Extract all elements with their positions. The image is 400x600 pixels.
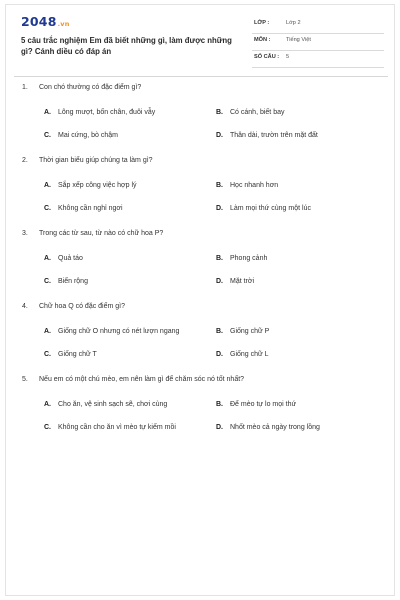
worksheet-page bbox=[5, 4, 395, 596]
question-number: 3. bbox=[22, 230, 28, 237]
option-b[interactable] bbox=[216, 400, 386, 409]
option-b[interactable] bbox=[216, 254, 386, 263]
question-list bbox=[6, 83, 394, 448]
option-a[interactable] bbox=[44, 254, 214, 263]
option-letter: C. bbox=[44, 278, 51, 285]
header-divider bbox=[14, 76, 388, 77]
question-text: Thời gian biểu giúp chúng ta làm gì? bbox=[39, 157, 153, 164]
question-number: 2. bbox=[22, 157, 28, 164]
option-letter: D. bbox=[216, 424, 223, 431]
option-d[interactable] bbox=[216, 131, 386, 140]
option-letter: B. bbox=[216, 182, 223, 189]
option-text: Không cần nghỉ ngơi bbox=[58, 205, 123, 212]
option-c[interactable] bbox=[44, 277, 214, 286]
option-text: Biển rộng bbox=[58, 278, 88, 285]
option-letter: C. bbox=[44, 351, 51, 358]
option-text: Sắp xếp công việc hợp lý bbox=[58, 182, 137, 189]
worksheet-title: 5 câu trắc nghiệm Em đã biết những gì, làm được những gì? Cánh diều có đáp án bbox=[21, 36, 232, 56]
option-text: Quả táo bbox=[58, 255, 83, 262]
option-text: Nhốt mèo cả ngày trong lồng bbox=[230, 424, 320, 431]
question-2 bbox=[6, 156, 394, 229]
question-text: Nếu em có một chú mèo, em nên làm gì để chăm sóc nó tốt nhất? bbox=[39, 376, 245, 383]
meta-value-subject: Tiếng Việt bbox=[286, 37, 311, 43]
option-a[interactable] bbox=[44, 181, 214, 190]
option-b[interactable] bbox=[216, 181, 386, 190]
option-text: Thân dài, trườn trên mặt đất bbox=[230, 132, 318, 139]
question-text: Con chó thường có đặc điểm gì? bbox=[39, 84, 142, 91]
site-logo[interactable] bbox=[21, 14, 70, 29]
question-stem bbox=[22, 229, 382, 238]
meta-value-question-count: 5 bbox=[286, 54, 290, 60]
question-text: Chữ hoa Q có đặc điểm gì? bbox=[39, 303, 126, 310]
option-d[interactable] bbox=[216, 277, 386, 286]
question-stem bbox=[22, 375, 382, 384]
meta-label-question-count: SỐ CÂU : bbox=[254, 54, 280, 60]
option-c[interactable] bbox=[44, 423, 214, 432]
option-letter: D. bbox=[216, 205, 223, 212]
option-a[interactable] bbox=[44, 327, 214, 336]
option-text: Học nhanh hơn bbox=[230, 182, 279, 189]
question-5 bbox=[6, 375, 394, 448]
option-text: Mai cứng, bò chậm bbox=[58, 132, 118, 139]
question-stem bbox=[22, 156, 382, 165]
question-text: Trong các từ sau, từ nào có chữ hoa P? bbox=[39, 230, 164, 237]
meta-value-grade: Lớp 2 bbox=[286, 20, 301, 26]
option-letter: A. bbox=[44, 255, 51, 262]
logo-text: 2048 bbox=[21, 14, 57, 29]
option-letter: B. bbox=[216, 255, 223, 262]
option-text: Giống chữ T bbox=[58, 351, 97, 358]
option-letter: D. bbox=[216, 278, 223, 285]
question-stem bbox=[22, 302, 382, 311]
question-3 bbox=[6, 229, 394, 302]
option-letter: C. bbox=[44, 205, 51, 212]
option-text: Giống chữ O nhưng có nét lượn ngang bbox=[58, 328, 180, 335]
option-d[interactable] bbox=[216, 204, 386, 213]
option-text: Lông mượt, bốn chân, đuôi vẫy bbox=[58, 109, 156, 116]
option-text: Giống chữ L bbox=[230, 351, 269, 358]
option-c[interactable] bbox=[44, 204, 214, 213]
option-text: Để mèo tự lo mọi thứ bbox=[230, 401, 297, 408]
option-c[interactable] bbox=[44, 350, 214, 359]
option-c[interactable] bbox=[44, 131, 214, 140]
question-4 bbox=[6, 302, 394, 375]
option-text: Mặt trời bbox=[230, 278, 255, 285]
logo-domain-suffix: .vn bbox=[57, 20, 70, 28]
option-d[interactable] bbox=[216, 350, 386, 359]
option-text: Cho ăn, vệ sinh sạch sẽ, chơi cùng bbox=[58, 401, 168, 408]
option-letter: C. bbox=[44, 132, 51, 139]
option-letter: B. bbox=[216, 328, 223, 335]
meta-row-grade bbox=[252, 17, 384, 34]
meta-row-subject bbox=[252, 34, 384, 51]
meta-label-grade: LỚP : bbox=[254, 20, 270, 26]
meta-label-subject: MÔN : bbox=[254, 37, 271, 43]
question-stem bbox=[22, 83, 382, 92]
option-a[interactable] bbox=[44, 400, 214, 409]
question-number: 1. bbox=[22, 84, 28, 91]
option-text: Có cánh, biết bay bbox=[230, 109, 285, 116]
option-text: Không cần cho ăn vì mèo tự kiếm mồi bbox=[58, 424, 176, 431]
question-number: 5. bbox=[22, 376, 28, 383]
option-letter: A. bbox=[44, 328, 51, 335]
worksheet-header bbox=[6, 5, 394, 81]
option-letter: C. bbox=[44, 424, 51, 431]
option-letter: A. bbox=[44, 401, 51, 408]
meta-row-question-count bbox=[252, 51, 384, 68]
option-letter: B. bbox=[216, 109, 223, 116]
option-b[interactable] bbox=[216, 327, 386, 336]
question-number: 4. bbox=[22, 303, 28, 310]
option-letter: A. bbox=[44, 109, 51, 116]
option-d[interactable] bbox=[216, 423, 386, 432]
option-text: Phong cảnh bbox=[230, 255, 268, 262]
option-letter: B. bbox=[216, 401, 223, 408]
option-a[interactable] bbox=[44, 108, 214, 117]
option-b[interactable] bbox=[216, 108, 386, 117]
question-1 bbox=[6, 83, 394, 156]
option-letter: A. bbox=[44, 182, 51, 189]
option-letter: D. bbox=[216, 351, 223, 358]
option-text: Giống chữ P bbox=[230, 328, 270, 335]
option-text: Làm mọi thứ cùng một lúc bbox=[230, 205, 311, 212]
option-letter: D. bbox=[216, 132, 223, 139]
worksheet-meta bbox=[252, 17, 384, 68]
